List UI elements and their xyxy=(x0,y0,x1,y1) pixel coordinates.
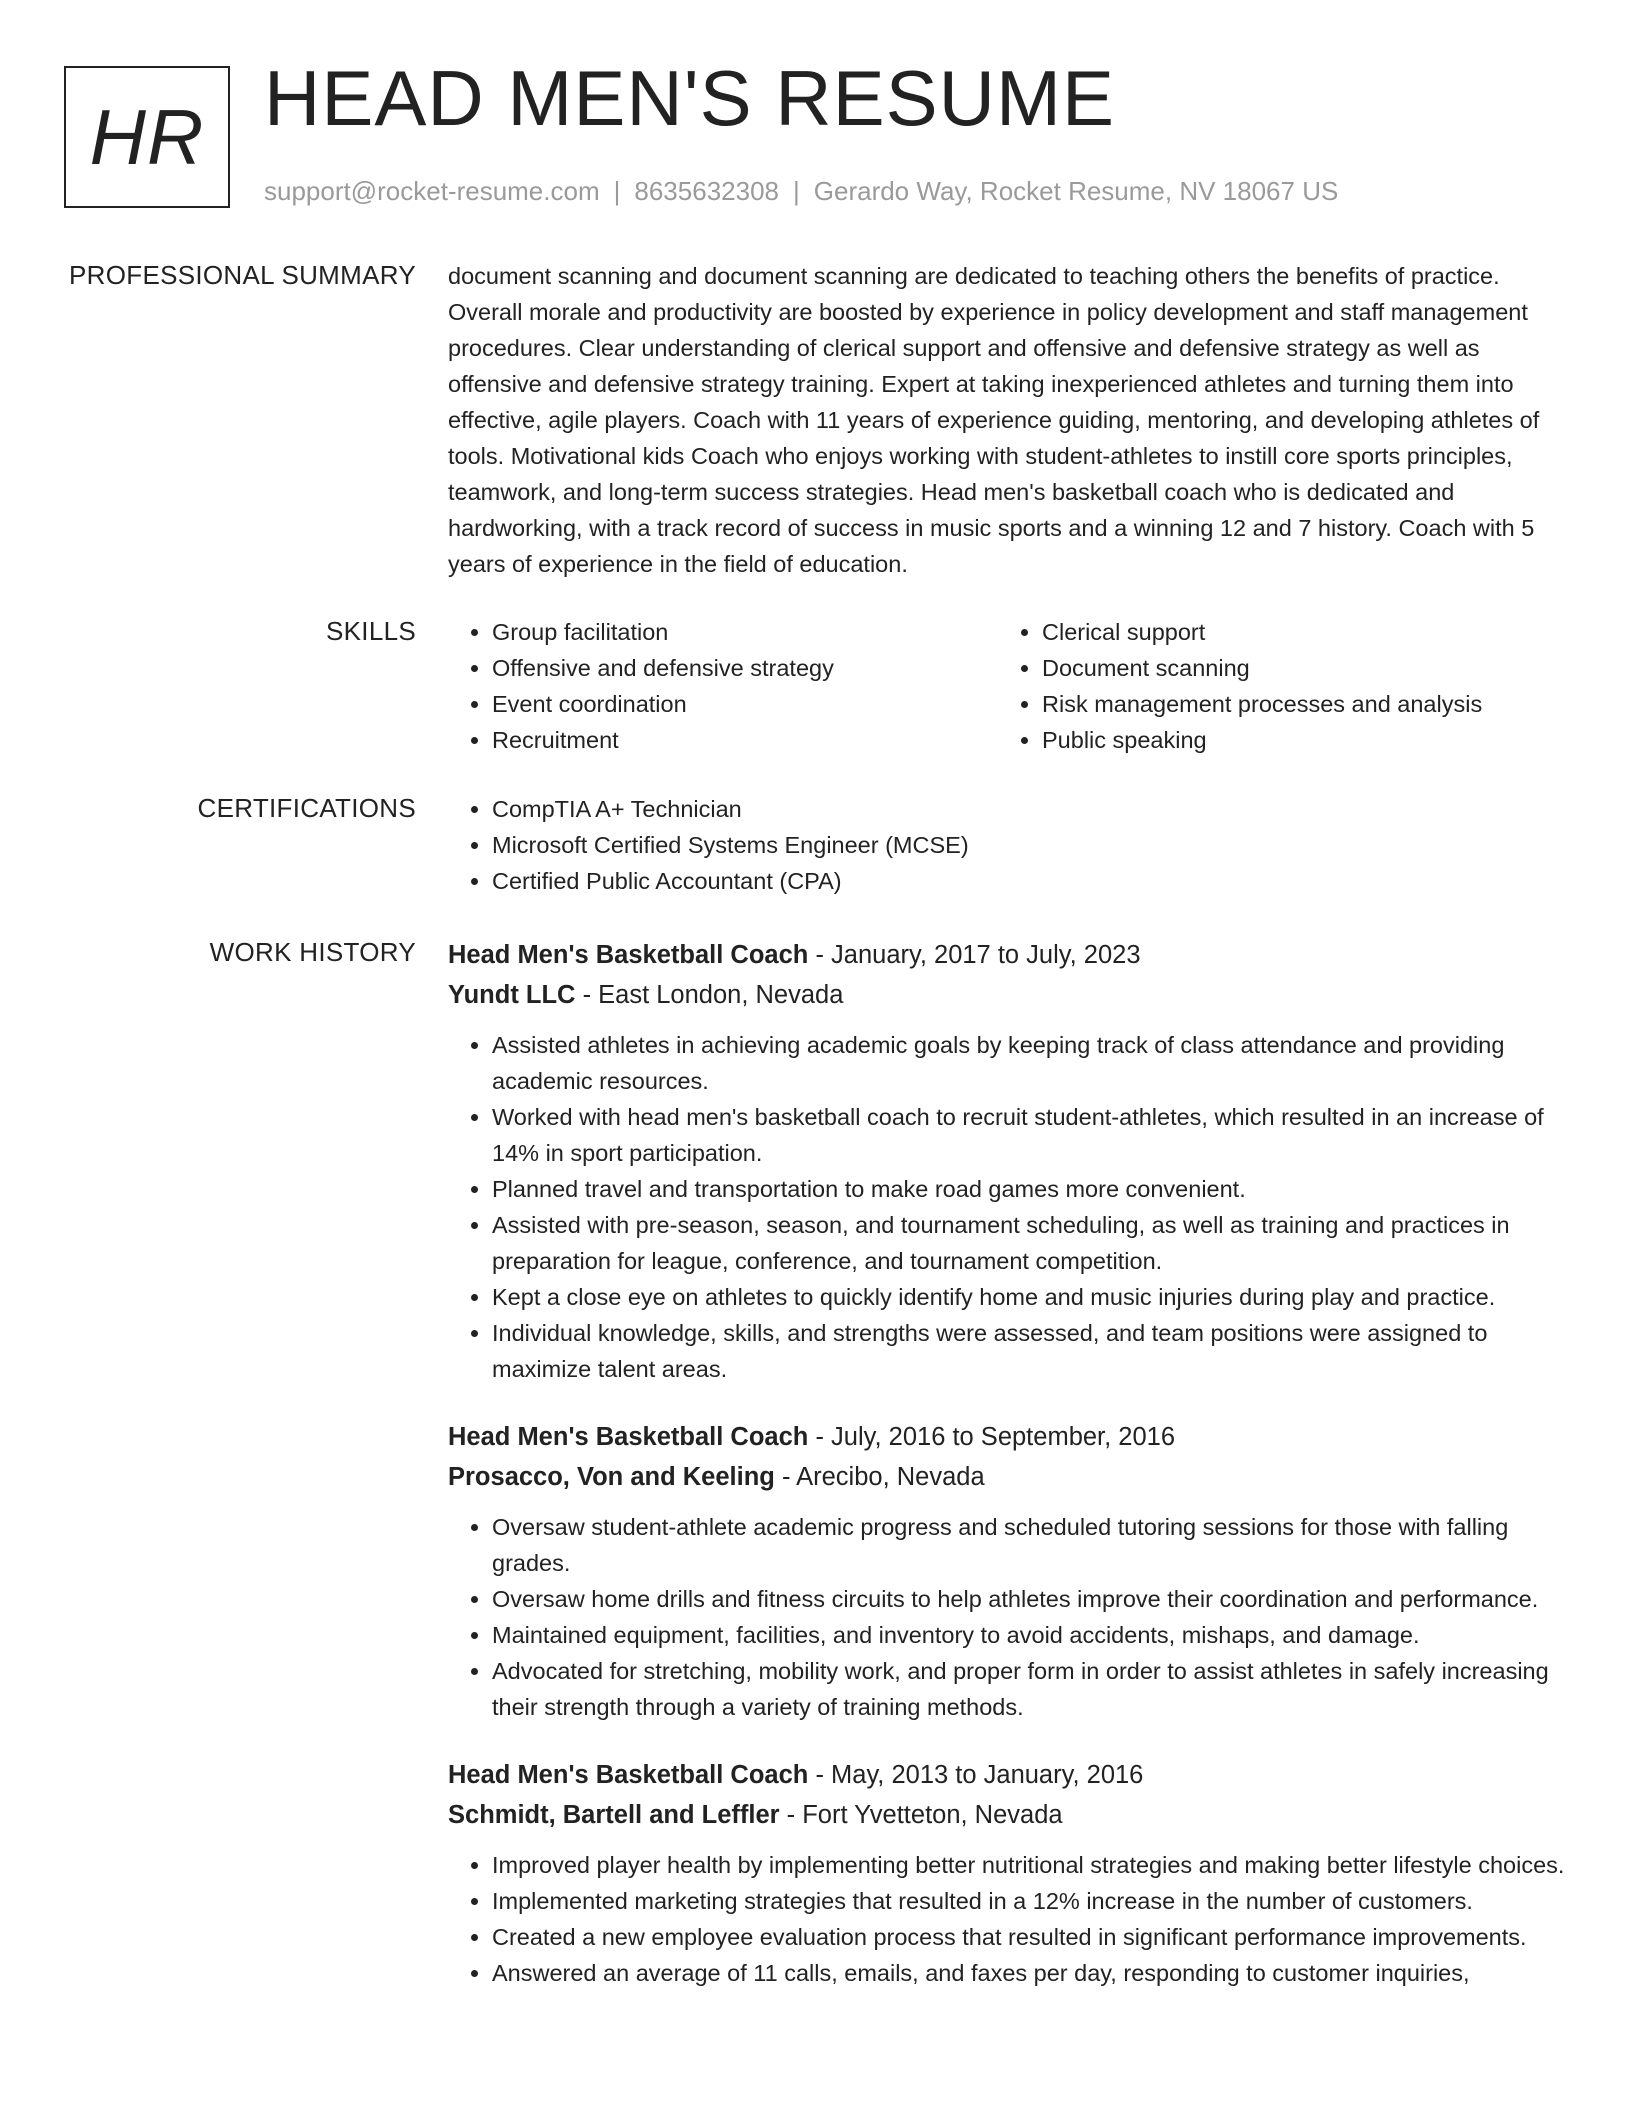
skills-column-1 xyxy=(448,614,998,758)
skill-item: • Event coordination xyxy=(492,686,998,722)
monogram-initials: HR xyxy=(89,92,205,181)
job-title: Head Men's Basketball Coach xyxy=(448,941,809,969)
skills-grid xyxy=(448,614,1568,758)
certification-item: • CompTIA A+ Technician xyxy=(492,791,1568,827)
certifications-list xyxy=(448,791,1568,899)
section-heading-skills: SKILLS xyxy=(326,616,416,646)
contact-separator: | xyxy=(793,176,800,206)
contact-line xyxy=(264,174,1338,208)
job-bullet: • Oversaw home drills and fitness circuits to help athletes improve their coordination and performance. xyxy=(492,1581,1568,1617)
skills-column-2 xyxy=(998,614,1548,758)
job-company: Prosacco, Von and Keeling xyxy=(448,1463,775,1491)
skills-list-2 xyxy=(998,614,1548,758)
job-company-line xyxy=(448,1457,1568,1497)
job-location: - Fort Yvetteton, Nevada xyxy=(779,1801,1063,1829)
job-title: Head Men's Basketball Coach xyxy=(448,1423,809,1451)
job-bullet: • Planned travel and transportation to make road games more convenient. xyxy=(492,1171,1568,1207)
contact-separator: | xyxy=(613,176,621,206)
job-dates: - May, 2013 to January, 2016 xyxy=(808,1761,1144,1789)
job-company: Schmidt, Bartell and Leffler xyxy=(448,1801,780,1829)
job-company-line xyxy=(448,1795,1568,1835)
job-entry xyxy=(448,1417,1568,1725)
skill-item: • Document scanning xyxy=(1042,650,1548,686)
job-bullet: • Implemented marketing strategies that resulted in a 12% increase in the number of customers. xyxy=(492,1883,1568,1919)
job-location: - Arecibo, Nevada xyxy=(774,1463,985,1491)
work-history-body xyxy=(448,935,1568,2021)
resume-title: HEAD MEN'S RESUME xyxy=(264,54,1116,142)
job-bullet: • Advocated for stretching, mobility work, and proper form in order to assist athletes in safely increasing their strength through a variety of training methods. xyxy=(492,1653,1568,1725)
section-heading-certifications: CERTIFICATIONS xyxy=(197,793,416,823)
job-title-line xyxy=(448,935,1568,975)
job-bullet: • Assisted athletes in achieving academic goals by keeping track of class attendance and providing academic resources. xyxy=(492,1027,1568,1099)
skills-body xyxy=(448,614,1568,758)
skills-list-1 xyxy=(448,614,998,758)
summary-body xyxy=(448,258,1568,582)
job-bullet: • Assisted with pre-season, season, and tournament scheduling, as well as training and practices in preparation for league, conference, and tournament competition. xyxy=(492,1207,1568,1279)
job-bullet: • Kept a close eye on athletes to quickly identify home and music injuries during play and practice. xyxy=(492,1279,1568,1315)
summary-text: document scanning and document scanning are dedicated to teaching others the benefits of practice. Overall morale and productivity are boosted by experience in policy development and staff management procedures. Clear understanding of clerical support and offensive and defensive strategy as well as offensive and defensive strategy training. Expert at taking inexperienced athletes and turning them into effective, agile players. Coach with 11 years of experience guiding, mentoring, and developing athletes of tools. Motivational kids Coach who enjoys working with student-athletes to instill core sports principles, teamwork, and long-term success strategies. Head men's basketball coach who is dedicated and hardworking, with a track record of success in music sports and a winning 12 and 7 history. Coach with 5 years of experience in the field of education. xyxy=(448,263,1540,577)
job-bullet: • Maintained equipment, facilities, and inventory to avoid accidents, mishaps, and damage. xyxy=(492,1617,1568,1653)
job-title: Head Men's Basketball Coach xyxy=(448,1761,809,1789)
job-title-line xyxy=(448,1417,1568,1457)
job-bullet: • Individual knowledge, skills, and strengths were assessed, and team positions were assigned to maximize talent areas. xyxy=(492,1315,1568,1387)
skill-item: • Offensive and defensive strategy xyxy=(492,650,998,686)
job-bullet: • Created a new employee evaluation process that resulted in significant performance improvements. xyxy=(492,1919,1568,1955)
job-bullet: • Answered an average of 11 calls, emails, and faxes per day, responding to customer inquiries, xyxy=(492,1955,1568,1991)
monogram-box xyxy=(64,66,230,208)
certification-item: • Microsoft Certified Systems Engineer (MCSE) xyxy=(492,827,1568,863)
skill-item: • Clerical support xyxy=(1042,614,1548,650)
skill-item: • Recruitment xyxy=(492,722,998,758)
job-bullets xyxy=(448,1509,1568,1725)
skill-item: • Public speaking xyxy=(1042,722,1548,758)
job-bullet: • Oversaw student-athlete academic progress and scheduled tutoring sessions for those with falling grades. xyxy=(492,1509,1568,1581)
job-entry xyxy=(448,935,1568,1387)
skill-item: • Risk management processes and analysis xyxy=(1042,686,1548,722)
job-company-line xyxy=(448,975,1568,1015)
job-location: - East London, Nevada xyxy=(575,981,844,1009)
job-bullet: • Worked with head men's basketball coach to recruit student-athletes, which resulted in an increase of 14% in sport participation. xyxy=(492,1099,1568,1171)
skill-item: • Group facilitation xyxy=(492,614,998,650)
job-dates: - January, 2017 to July, 2023 xyxy=(808,941,1141,969)
contact-address: Gerardo Way, Rocket Resume, NV 18067 US xyxy=(813,176,1339,206)
certification-item: • Certified Public Accountant (CPA) xyxy=(492,863,1568,899)
contact-phone: 8635632308 xyxy=(634,176,779,206)
section-heading-summary: PROFESSIONAL SUMMARY xyxy=(69,260,416,290)
job-company: Yundt LLC xyxy=(448,981,576,1009)
job-entry xyxy=(448,1755,1568,1991)
job-bullet: • Improved player health by implementing better nutritional strategies and making better lifestyle choices. xyxy=(492,1847,1568,1883)
job-bullets xyxy=(448,1027,1568,1387)
section-heading-work-history: WORK HISTORY xyxy=(209,937,416,967)
job-bullets xyxy=(448,1847,1568,1991)
certifications-body xyxy=(448,791,1568,899)
job-title-line xyxy=(448,1755,1568,1795)
job-dates: - July, 2016 to September, 2016 xyxy=(808,1423,1176,1451)
contact-email: support@rocket-resume.com xyxy=(264,176,600,206)
